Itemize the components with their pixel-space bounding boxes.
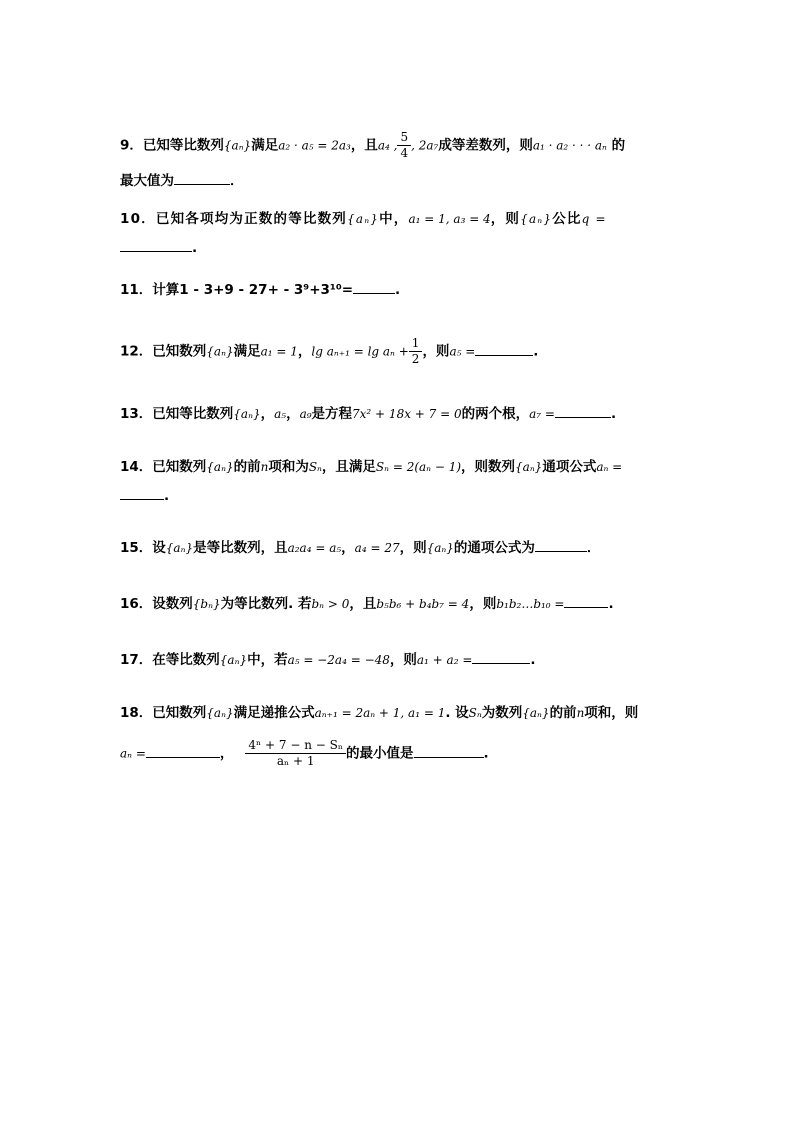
question-text: . 设 [445,705,469,721]
question-text: . [192,240,199,256]
question-text: 成等差数列，则 [438,137,533,154]
question-text: 的两个根， [461,406,530,422]
question-text: 设 [152,540,166,556]
question-text: ， [219,745,234,762]
math-expr: Sₙ [308,460,322,474]
question-text: ， [260,406,275,422]
question-16 [120,594,680,613]
question-text: 的前 [233,459,261,475]
question-text: ． [586,540,601,556]
question-number: 13． [120,406,153,422]
question-number: 18． [120,705,153,721]
math-expr: n [576,706,585,720]
math-expr: {aₙ} [347,212,380,226]
question-text: 为等比数列. 若 [220,596,312,612]
fraction-denominator: 2 [411,352,420,366]
answer-blank[interactable] [120,238,192,252]
math-expr: {bₙ} [192,597,221,611]
question-text: 已知数列 [152,343,207,360]
question-text: ，则 [422,343,450,360]
question-text: 中， [379,211,409,227]
question-number: 14． [120,459,153,475]
question-text: ，则 [490,211,521,227]
question-text: . [608,596,614,612]
question-number: 9． [120,137,143,154]
question-14 [120,458,680,505]
answer-blank[interactable] [174,171,230,185]
math-expr: a₁ + a₂ = [416,653,473,667]
question-text: 已知等比数列 [142,137,224,154]
question-text: ， [286,406,300,422]
question-text: 设数列 [152,596,193,612]
fraction [245,738,346,769]
question-text: 的最小值是 [346,745,414,762]
question-text: 满足 [233,343,261,360]
question-text: ，且满足 [321,459,376,475]
question-17 [120,650,680,669]
fraction-numerator: 4ⁿ + 7 − n − Sₙ [245,738,346,754]
math-expr: {aₙ} [165,541,194,555]
question-11 [120,280,680,299]
math-expr: {aₙ} [522,706,550,720]
math-expr: a₅ = [449,344,476,359]
fraction [397,130,411,161]
math-expr: a₁ = 1 [260,344,298,359]
question-9 [120,130,680,190]
question-15 [120,538,680,557]
question-text: 已知等比数列 [152,406,234,422]
question-text: ，则 [389,652,417,668]
question-text: ， [297,343,312,360]
math-expr: {aₙ} [223,138,252,153]
math-expr: a₇ = [529,407,555,421]
math-expr: {aₙ} [219,653,248,667]
question-number: 15． [120,540,153,556]
math-expr: lg aₙ₊₁ = lg aₙ + [311,344,409,359]
question-text: 通项公式 [542,459,597,475]
question-text: ． [230,173,244,189]
question-text: . [395,282,401,298]
answer-blank[interactable] [564,594,608,608]
question-text: 已知各项均为正数的等比数列 [155,211,347,227]
math-expr: b₁b₂…b₁₀ = [496,597,565,611]
question-number: 17． [120,652,153,668]
question-text: ，则数列 [461,459,516,475]
question-13 [120,404,680,423]
math-expr: a₅ = −2a₄ = −48 [287,653,390,667]
answer-blank[interactable] [146,744,220,758]
question-text: 已知数列 [152,459,207,475]
question-text: 中，若 [247,652,288,668]
question-10 [120,210,680,257]
math-expr: a₂ · a₅ = 2a₃ [278,138,351,153]
fraction-denominator: aₙ + 1 [276,754,315,768]
answer-blank[interactable] [353,280,395,294]
question-text: 为数列 [481,705,523,721]
math-expr: a₄ = 27 [354,541,400,555]
math-expr: {aₙ} [233,407,261,421]
math-expr: Sₙ [468,706,482,720]
question-text: 项和为 [268,459,309,475]
question-text: 满足 [251,137,279,154]
question-text: ，则 [469,596,497,612]
math-expr: aₙ₊₁ = 2aₙ + 1, a₁ = 1 [314,706,446,720]
math-expr: n [260,460,269,474]
math-expr: q = [581,212,607,226]
math-expr: a₂a₄ = a₅ [287,541,342,555]
question-text: . [610,406,617,422]
math-expr: {aₙ} [206,706,234,720]
math-expr: a₉ [299,407,312,421]
fraction-numerator: 1 [409,336,423,352]
question-text: 计算1 - 3+9 - 27+ - 3⁹+3¹⁰= [152,282,354,298]
question-text: ，且 [350,137,378,154]
question-text: . [530,652,536,668]
answer-blank[interactable] [555,404,611,418]
question-text: 的 [611,137,626,154]
math-expr: , 2a₇ [411,138,439,153]
question-text: 满足递推公式 [233,705,315,721]
answer-blank[interactable] [475,342,533,356]
answer-blank[interactable] [120,486,164,500]
math-expr: a₄ , [377,138,398,153]
question-text: ， [341,540,355,556]
math-expr: {aₙ} [426,541,454,555]
question-number: 10． [120,211,156,227]
answer-blank[interactable] [472,650,530,664]
math-expr: {aₙ} [206,460,234,474]
math-expr: aₙ = [596,460,623,474]
question-text: 项和，则 [584,705,639,721]
math-expr: 7x² + 18x + 7 = 0 [352,407,462,421]
question-text: . [533,343,539,360]
question-number: 12． [120,343,153,360]
fraction [409,336,423,367]
math-expr: Sₙ = 2(aₙ − 1) [375,460,462,474]
fraction-numerator: 5 [397,130,411,146]
question-text: 是等比数列，且 [193,540,288,556]
math-expr: bₙ > 0 [311,597,350,611]
math-expr: a₁ = 1, a₃ = 4 [408,212,491,226]
question-text: 最大值为 [120,173,174,189]
answer-blank[interactable] [414,744,484,758]
math-expr: b₅b₆ + b₄b₇ = 4 [376,597,470,611]
question-text: 的前 [549,705,577,721]
question-text: 的通项公式为 [453,540,535,556]
question-12 [120,336,680,367]
math-expr: {aₙ} [206,344,234,359]
question-number: 16． [120,596,153,612]
question-text: ，则 [399,540,427,556]
question-text: ，且 [349,596,377,612]
math-expr: a₅ [274,407,287,421]
question-text: 是方程 [311,406,353,422]
question-text: 已知数列 [152,705,207,721]
question-number: 11． [120,282,153,298]
question-text: 在等比数列 [152,652,220,668]
math-expr: aₙ = [120,746,146,761]
question-text: . [483,745,489,762]
question-text: . [164,488,170,504]
math-expr: {aₙ} [515,460,543,474]
question-text: 公比 [552,211,582,227]
answer-blank[interactable] [535,538,587,552]
math-expr: {aₙ} [520,212,553,226]
math-expr: a₁ · a₂ · · · aₙ [532,138,607,153]
fraction-denominator: 4 [400,146,409,160]
question-18 [120,704,680,769]
